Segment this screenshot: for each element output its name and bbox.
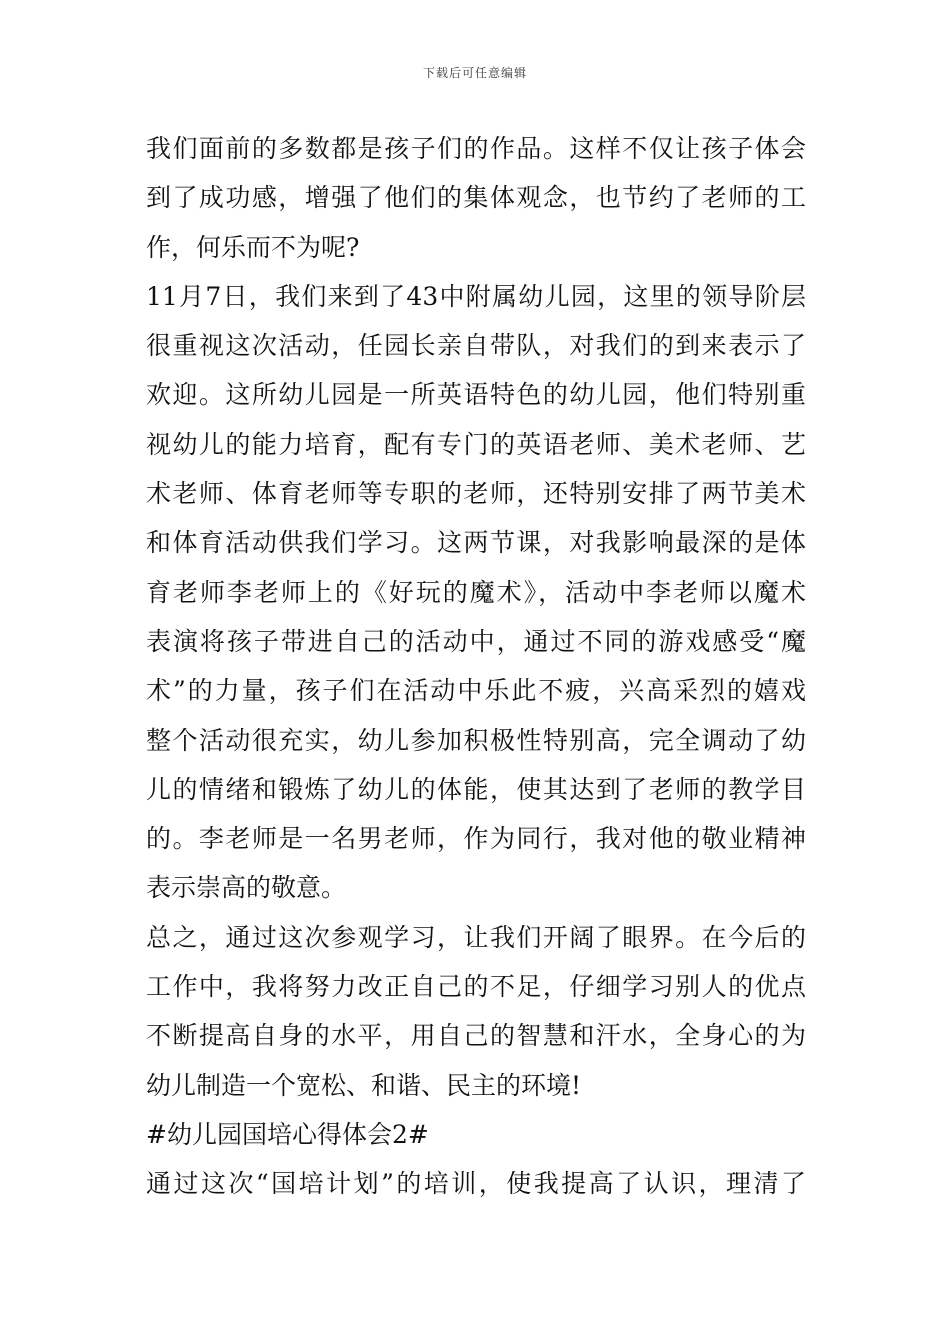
page-header: 下载后可任意编辑 [422,66,527,80]
text-line: 表示崇高的敬意。 [146,873,347,903]
text-line: 通过这次“国培计划”的培训，使我提高了认识，理清了 [146,1169,806,1199]
document-body [146,124,806,1209]
text-line: 我们面前的多数都是孩子们的作品。这样不仅让孩子体会 [146,134,806,163]
text-line: 表演将孩子带进自己的活动中，通过不同的游戏感受“魔 [146,626,806,656]
text-line: 育老师李老师上的《好玩的魔术》，活动中李老师以魔术 [146,577,806,607]
text-line: 欢迎。这所幼儿园是一所英语特色的幼儿园，他们特别重 [146,380,806,410]
text-line: 术老师、体育老师等专职的老师，还特别安排了两节美术 [146,479,806,509]
text-line: 幼儿制造一个宽松、和谐、民主的环境! [146,1070,582,1100]
text-line: 整个活动很充实，幼儿参加积极性特别高，完全调动了幼 [146,725,806,755]
text-line: 儿的情绪和锻炼了幼儿的体能，使其达到了老师的教学目 [146,774,806,804]
text-line: 作，何乐而不为呢? [146,232,360,262]
text-line: 11月7日，我们来到了43中附属幼儿园，这里的领导阶层 [146,281,806,311]
text-line: 和体育活动供我们学习。这两节课，对我影响最深的是体 [146,528,806,558]
section-heading: #幼儿园国培心得体会2# [146,1119,429,1149]
text-line: 工作中，我将努力改正自己的不足，仔细学习别人的优点 [146,972,806,1002]
text-line: 术”的力量，孩子们在活动中乐此不疲，兴高采烈的嬉戏 [146,676,806,706]
text-line: 视幼儿的能力培育，配有专门的英语老师、美术老师、艺 [146,429,806,459]
text-line: 的。李老师是一名男老师，作为同行，我对他的敬业精神 [146,824,806,854]
text-line: 很重视这次活动，任园长亲自带队，对我们的到来表示了 [146,331,806,361]
text-line: 到了成功感，增强了他们的集体观念，也节约了老师的工 [146,183,806,213]
text-line: 不断提高自身的水平，用自己的智慧和汗水，全身心的为 [146,1021,806,1051]
text-line: 总之，通过这次参观学习，让我们开阔了眼界。在今后的 [146,922,806,952]
